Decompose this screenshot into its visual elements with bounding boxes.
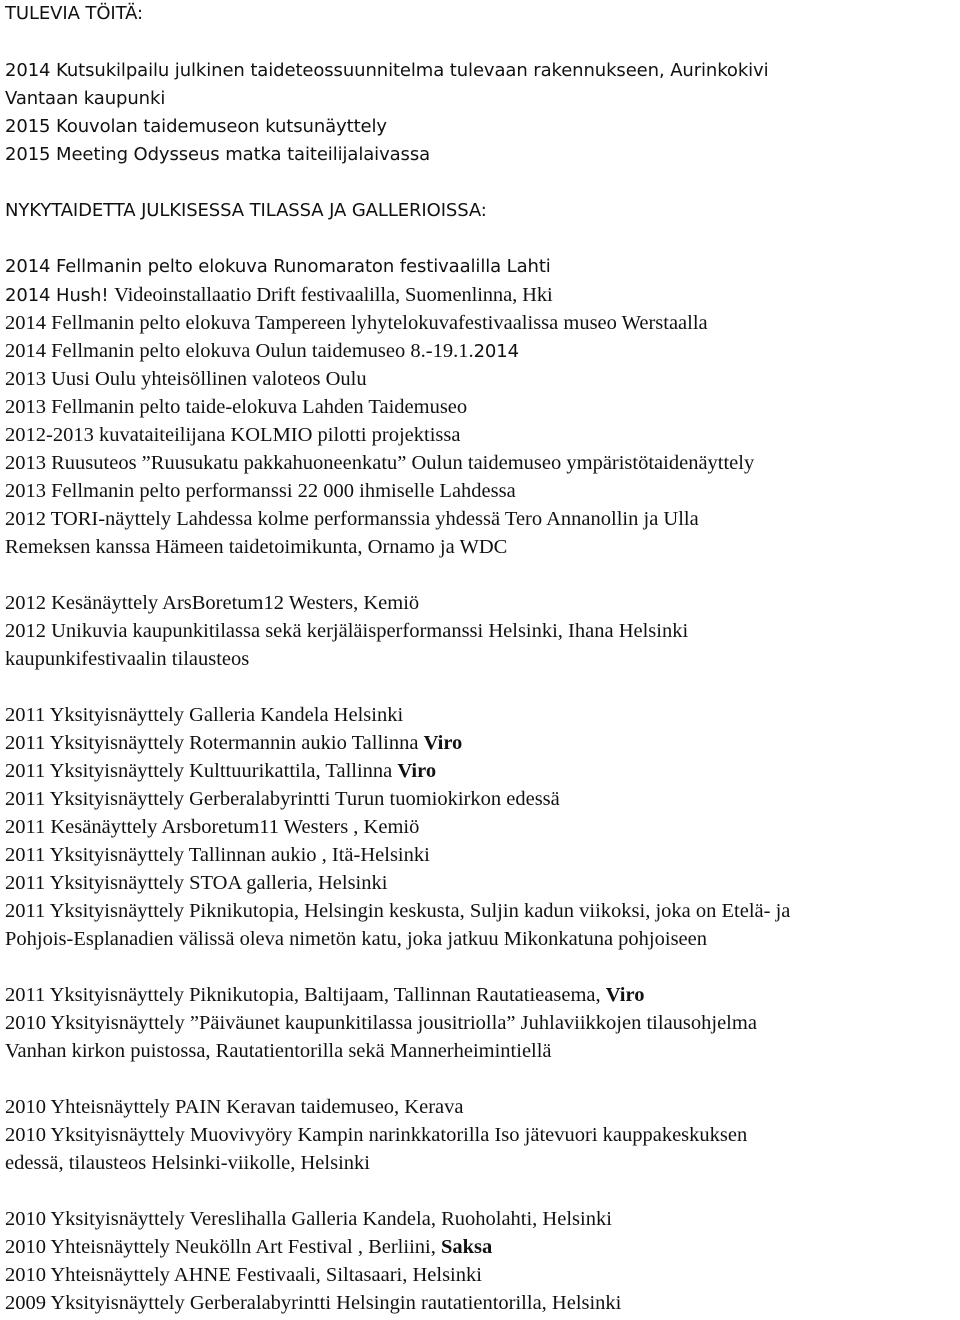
line-text: 2012 Kesänäyttely ArsBoretum12 Westers, Kemiö [5,592,420,614]
list-item [5,787,960,811]
list-item [5,479,960,503]
list-item [5,899,960,923]
list-item [5,115,960,139]
line-text: 2012-2013 kuvataiteilijana KOLMIO pilotti projektissa [5,424,461,446]
list-item [5,59,960,83]
list-item [5,927,960,951]
line-text: 2011 Yksityisnäyttely STOA galleria, Helsinki [5,872,388,894]
list-item [5,1151,960,1175]
list-item [5,619,960,643]
list-item [5,1207,960,1231]
list-item [5,1011,960,1035]
list-item [5,535,960,559]
line-text: NYKYTAIDETTA JULKISESSA TILASSA JA GALLERIOISSA: [5,200,487,221]
list-item [5,871,960,895]
list-item [5,1235,960,1259]
line-text: 2014 Fellmanin pelto elokuva Runomaraton festivaalilla Lahti [5,256,551,277]
list-item [5,507,960,531]
line-text: 2010 Yhteisnäyttely Neukölln Art Festival , Berliini, [5,1236,441,1258]
list-item [5,339,960,363]
line-text: 2014 [473,341,519,362]
line-text: 2011 Yksityisnäyttely Piknikutopia, Baltijaam, Tallinnan Rautatieasema, [5,984,606,1006]
line-text: 2013 Fellmanin pelto taide-elokuva Lahden Taidemuseo [5,396,468,418]
line-text: 2015 Kouvolan taidemuseon kutsunäyttely [5,116,387,137]
line-text: edessä, tilausteos Helsinki-viikolle, Helsinki [5,1152,370,1174]
line-text: 2014 Fellmanin pelto elokuva Tampereen lyhytelokuvafestivaalissa museo Werstaalla [5,312,708,334]
line-text: 2011 Yksityisnäyttely Piknikutopia, Helsingin keskusta, Suljin kadun viikoksi, joka on Etelä- ja [5,900,791,922]
list-item [5,815,960,839]
list-item [5,367,960,391]
list-item [5,1039,960,1063]
line-text: 2011 Yksityisnäyttely Rotermannin aukio Tallinna [5,732,424,754]
line-text: 2013 Ruusuteos ”Ruusukatu pakkahuoneenkatu” Oulun taidemuseo ympäristötaidenäyttely [5,452,755,474]
country-highlight: Viro [605,984,645,1006]
line-text: 2010 Yksityisnäyttely ”Päiväunet kaupunkitilassa jousitriolla” Juhlaviikkojen tilausohjelma [5,1012,757,1034]
line-text: 2011 Kesänäyttely Arsboretum11 Westers , Kemiö [5,816,420,838]
list-item [5,1263,960,1287]
list-item [5,731,960,755]
line-text: 2010 Yhteisnäyttely AHNE Festivaali, Siltasaari, Helsinki [5,1264,482,1286]
list-item [5,1095,960,1119]
line-text: 2010 Yksityisnäyttely Vereslihalla Galleria Kandela, Ruoholahti, Helsinki [5,1208,612,1230]
line-text: Vantaan kaupunki [5,88,166,109]
line-text: 2014 Fellmanin pelto elokuva Oulun taidemuseo 8.-19.1. [5,340,474,362]
list-item [5,451,960,475]
section-heading [5,199,960,223]
line-text: 2014 Hush! [5,285,115,306]
list-item [5,255,960,279]
line-text: 2009 Yksityisnäyttely Gerberalabyrintti Helsingin rautatientorilla, Helsinki [5,1292,622,1314]
line-text: 2013 Fellmanin pelto performanssi 22 000 ihmiselle Lahdessa [5,480,516,502]
section-heading [5,2,960,26]
list-item [5,395,960,419]
line-text: 2014 Kutsukilpailu julkinen taideteossuunnitelma tulevaan rakennukseen, Aurinkokivi [5,60,769,81]
line-text: Vanhan kirkon puistossa, Rautatientorilla sekä Mannerheimintiellä [5,1040,552,1062]
list-item [5,1291,960,1315]
list-item [5,143,960,167]
list-item [5,703,960,727]
line-text: 2012 TORI-näyttely Lahdessa kolme performanssia yhdessä Tero Annanollin ja Ulla [5,508,699,530]
list-item [5,843,960,867]
list-item [5,311,960,335]
line-text: 2010 Yksityisnäyttely Muovivyöry Kampin narinkkatorilla Iso jätevuori kauppakeskuksen [5,1124,748,1146]
list-item [5,759,960,783]
line-text: 2011 Yksityisnäyttely Gerberalabyrintti Turun tuomiokirkon edessä [5,788,560,810]
country-highlight: Saksa [440,1236,493,1258]
line-text: Remeksen kanssa Hämeen taidetoimikunta, Ornamo ja WDC [5,536,508,558]
line-text: Pohjois-Esplanadien välissä oleva nimetön katu, joka jatkuu Mikonkatuna pohjoiseen [5,928,707,950]
line-text: 2015 Meeting Odysseus matka taiteilijalaivassa [5,144,431,165]
list-item [5,1123,960,1147]
line-text: Videoinstallaatio Drift festivaalilla, Suomenlinna, Hki [114,284,553,306]
list-item [5,591,960,615]
list-item [5,87,960,111]
country-highlight: Viro [423,732,463,754]
line-text: TULEVIA TÖITÄ: [5,3,143,24]
line-text: 2010 Yhteisnäyttely PAIN Keravan taidemuseo, Kerava [5,1096,464,1118]
line-text: 2011 Yksityisnäyttely Galleria Kandela Helsinki [5,704,404,726]
line-text: 2013 Uusi Oulu yhteisöllinen valoteos Oulu [5,368,367,390]
list-item [5,423,960,447]
line-text: 2011 Yksityisnäyttely Kulttuurikattila, Tallinna [5,760,398,782]
line-text: kaupunkifestivaalin tilausteos [5,648,250,670]
line-text: 2012 Unikuvia kaupunkitilassa sekä kerjäläisperformanssi Helsinki, Ihana Helsinki [5,620,689,642]
country-highlight: Viro [397,760,437,782]
list-item [5,983,960,1007]
list-item [5,647,960,671]
list-item [5,283,960,307]
line-text: 2011 Yksityisnäyttely Tallinnan aukio , Itä-Helsinki [5,844,430,866]
